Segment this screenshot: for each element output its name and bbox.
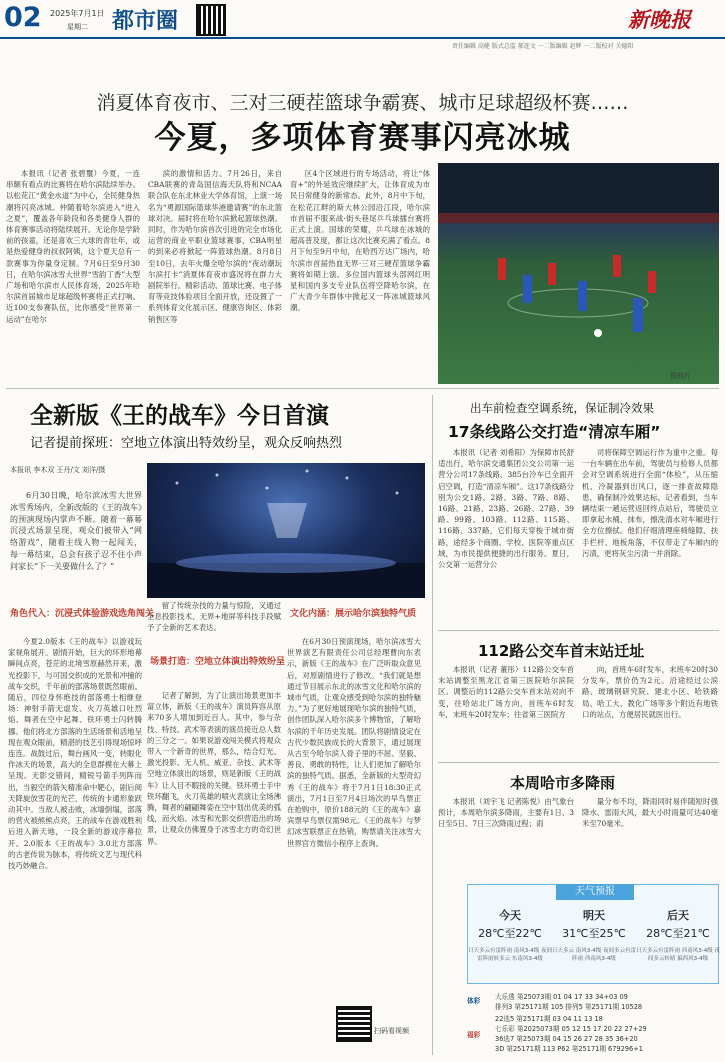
- story3-kicker: 出车前检查空调系统，保证制冷效果: [470, 401, 654, 415]
- story2-body-a: 今夏2.0版本《王的战车》以游戏玩家视角展开。剧情开始，巨大的环形地幕瞬间点亮，苍茫的北境雪原赫然开来，激光投影下，与可国交织成的光景和冲撞的战车交织，千年前的部落场景既然眼前。随后，四位身怀绝技的部落勇士相继登场：神射手箭无虚发、火刀英雄口吐烈焰、舞者在空中起舞、铁环勇士闪转腾挪。他们将北方部落的生活场景和活地呈现在观众眼前，精湛的技艺引得现场惊呼连连。战鼓过后，舞台画风一变，转眼化作冰天的场景，高大的全息群模在大幕上呈现。无影交错间，精锐号箭手列阵而出，当毅空的箭矢精准命中靶心，剧后阅天降旋放雪花的光芒，传统的卡通形象跃动其中。当敌人被击败，冰墙倒塌，部落的营火被熊熊点亮，王的战车在游戏胜利后进入新天地，一段全新的游戏序幕拉开。2.0版本《王的战车》3.0北方部落的古老传说为脉本，将传统文艺与现代科技巧妙融合。: [8, 637, 142, 871]
- weather-day-tomorrow: 明天 31℃至25℃ 日天多云 南风3-4级 夜间多云有雷阵雨 西南风3-4级: [552, 909, 636, 962]
- page-header: [0, 0, 725, 50]
- weather-day-today: 今天 28℃至22℃ 日天多云有雷阵雨 南风3-4级 夜间雷阵雨转多云 东南风3-4级: [468, 909, 552, 962]
- show-stage-photo: [147, 463, 425, 598]
- main-column-2: 滨的激情和活力。7月26日，来自CBA联赛的青岛国信海天队将和NCAA联合队在东北林业大学体育馆，上演一场名为“勇源国际篮球华港邀请赛”的东北篮球对决。届时将在哈尔滨掀起篮球热潮。同时，作为哈尔滨首次引进的完全市场化运营的商业平职业篮球赛事，CBA明星的到来必将掀起一阵篮球热潮。8月8日至10日，去年火爆全哈尔滨的“夜动潮玩尔滨打卡”消夏体育夜市盛况将在群力大剧院举行。精彩活动、篮球比赛、电子体育等竞技体验项目全面开放，还设置了一系列体育文化展示区、健康咨询区、体彩销售区等: [148, 169, 282, 324]
- story3-title: 17条线路公交打造“清凉车厢”: [448, 423, 661, 441]
- section-name: 都市圈: [112, 9, 179, 34]
- story2-subhead-a: 角色代入：沉浸式体验游戏选角闯关: [10, 609, 155, 619]
- story2-subhead-c: 文化内涵：展示哈尔滨独特气质: [290, 609, 417, 619]
- column-divider: [432, 395, 433, 1055]
- issue-date: 2025年7月1日: [50, 9, 105, 18]
- story2-body-d: 在6月30日预演现场，哈尔滨冰雪大世界演艺有限责任公司总经理曹向东表示，新版《王的战车》在广泛听取众意见后，对原剧情进行了修改。“我们就是想通过节目展示东北的冰雪文化和哈尔滨的城市气质，让观众感受到哈尔滨的独特魅力。”为了更好地展现哈尔滨的独特气质，创作团队深入哈尔滨多个博物馆，了解哈尔滨的千年历史发展。团队将剧情设定在古代少数民族成长的大背景下，通过展现从古至今哈尔滨人骨子里的不屈、坚毅、善良、勇敢的特性，让人们更加了解哈尔滨的独特气质。据悉，全新版的大型奇幻秀《王的战车》将于7月1日18:30正式演出，7月1日至7月4日场次的早鸟票正在抢购中，原价188元的《王的战车》嘉宾票早鸟票仅需98元。《王的战车》与梦幻冰雪联票正在热销，购票请关注冰雪大世界官方微信小程序上查询。: [287, 637, 421, 848]
- weather-day-after: 后天 28℃至21℃ 日天多云有雷阵雨 西南风3-4级 夜间多云转晴 偏西风3-4级: [636, 909, 720, 962]
- main-title: 今夏，多项体育赛事闪亮冰城: [154, 120, 571, 156]
- lottery-results: [467, 990, 719, 1056]
- newspaper-logo: 新晚报: [628, 7, 691, 32]
- main-column-1: 本报讯（记者 张碧璽）今夏，一连串颇有看点的比赛将在哈尔滨陆续举办。以松花江“黄金水道”为中心，全民健身热潮将闪亮冰城。仲随着哈尔滨进入“进入之夏”，覆盖各年龄段和各类健身人群的体育赛事活动将陆续展开。无论你是学龄前的孩童，还是喜欢三大球的青壮年，或是热爱健身的叔叔阿姨，这个夏天总有一款赛事为你量身定制。7月6日至9月30日，在哈尔滨冰雪大世界“雪韵丁香”大型广场和哈尔滨市人民体育场，2025年哈尔滨首届城市足球超级杯赛将正式打响。近100支参赛队伍，比你感受“世界第一运动”在哈尔: [6, 169, 140, 324]
- page-number: 02: [4, 2, 42, 33]
- story2-subhead-b: 场景打造：空地立体演出特效纷呈: [150, 657, 286, 667]
- story5-title: 本周哈市多降雨: [510, 774, 616, 792]
- story2-subtitle: 记者提前探班：空地立体演出特效纷呈，观众反响热烈: [30, 436, 343, 451]
- football-match-photo: [438, 163, 719, 384]
- story2-title: 全新版《王的战车》今日首演: [30, 403, 329, 429]
- issue-weekday: 星期二: [67, 23, 88, 31]
- qr-caption: 扫码看视频: [374, 1027, 409, 1035]
- editor-credits: 责任编辑 高健 版式总监 郝连文 一二版编辑 赵辉 一二版校对 关德阳: [452, 43, 634, 50]
- story4-title: 112路公交车首末站迁址: [478, 642, 645, 660]
- story-divider-1: [438, 630, 719, 631]
- story2-lead: 6月30日晚，哈尔滨冰雪大世界冰雪秀场内，全新改版的《王的战车》的预演现场内掌声不断。随着一幕幕沉浸式场景呈现，观众们被带入“网络游戏”，随着主线人物一起闯关，每一幕结束，总会有孩子忍不住小声问家长“下一关要做什么了？”: [10, 491, 142, 571]
- story3-body-2: 司将保障空调运行作为重中之重。每一台车辆在出车前，驾驶员与检修人员都会对空调系统进行全面“体检”，从压缩机、冷凝器到出风口，逐一排查故障隐患，确保制冷效果达标。记者看到，当车辆结束一趟运营返回终点站后，驾驶员立即拿起水桶、抹布，擦洗清水对车厢进行全方位擦拭。他们仔细清理座椅缝隙、扶手栏杆、地板角落，不仅带走了车厢内的污渍，更将灰尘污渍一并消除。: [582, 448, 718, 558]
- main-column-3: 区4个区域进行的专场活动，将让“体育+”的外延效应继续扩大，让体育成为市民日常健身的新常态。此外，8月中下旬，在松花江畔的斯大林公园沿江段，哈尔滨市首届不服来战·街头巷尾乒乓球擂台赛将正式上演。国球的荣耀，乒乓球在冰城的超高普及度，都让这次比赛充满了看点。8月下旬至9月中旬，在哈西万达广场内，哈尔滨市首届热血无界·三对三硬茬篮球争霸赛将如期上演。多位国内篮球头部网红明星和国内多支专业队伍将空降哈尔滨，在广大青少年群体中掀起又一阵冰城篮球风潮。: [290, 169, 430, 313]
- story2-body-b: 留了传统杂技的力量与惊险，又通过全息投影技术、无界+地屏等科技手段赋予了全新的艺术表达。: [147, 601, 281, 633]
- weather-title: 天气预报: [556, 884, 634, 900]
- story5-body-1: 本报讯（刘宇飞 记者陈悦）由气象台预计，本周哈尔滨多降雨，主要有1日、3日至5日、7日三次降雨过程；雨: [438, 797, 574, 829]
- story2-body-c: 记者了解到，为了让演出场景更加丰富立体，新版《王的战车》演员阵容从原来70多人增加到近百人。其中，参与杂技、特技、武术等表演的演员接近总人数的三分之一。如果说游戏闯关模式将观众带入一个新奇的世界，那么，结合灯光、激光投影、无人机、威亚、杂技、武术等空地立体演出的场景，则是新版《王的战车》让人目不暇接的关键。铁环勇士手中铁环翻飞，火刀英雄的喷火表演让全场沸腾，舞者的翩翩舞姿在空中划出优美的弧线，而火焰、冰雪和光影交织营造出的场景，让观众仿佛置身于冰雪北方的奇幻世界。: [147, 691, 281, 846]
- section-divider: [6, 388, 719, 389]
- fucai-label: 福彩: [467, 1031, 481, 1039]
- story4-body-1: 本报讯（记者 董彤）112路公交车首末站调整至黑龙江省第三医院哈尔滨院区。调整后的112路公交车首末站对向不变，往哈站北广场方向，首班车6时发车，末班车20时发车；往省第三医院方: [438, 665, 574, 719]
- video-qr-code[interactable]: [336, 1006, 372, 1042]
- header-rule: [0, 37, 725, 39]
- story4-body-2: 向，首班车6时发车，末班车20时30分发车，票价仍为2元。沿途经过公滨路、玻璃钢研究院、建北小区、哈铁路局、哈工大、教化广场等多个附近有地铁口的站点，方便居民就医出行。: [582, 665, 718, 719]
- header-qr-code: [196, 4, 226, 36]
- story2-byline: 本报讯 李木双 王丹/文 刘洋/摄: [10, 466, 106, 474]
- story-divider-2: [438, 762, 719, 763]
- weather-forecast-box: [467, 884, 719, 984]
- photo-caption: 资料片: [670, 372, 691, 380]
- story5-body-2: 量分布不均，降雨同时易伴随短时强降水、雷雨大风，最大小时雨量可达40毫米至70毫米。: [582, 797, 718, 829]
- ticai-results: 大乐透 第25073期 01 04 17 33 34+03 09 排列3 第25171期 105 排列5 第25171期 10528: [495, 993, 643, 1011]
- fucai-results: 22选5 第25171期 03 04 11 13 18 七乐彩 第2025073期 05 12 15 17 20 22 27+29 36选7 第25073期 04 15 26 27 28 35 36+20 3D 第25171期 113 P62 第25171期 679296+1: [495, 1015, 647, 1053]
- main-subtitle: 消夏体育夜市、三对三硬茬篮球争霸赛、城市足球超级杯赛……: [96, 92, 629, 114]
- story3-body-1: 本报讯（记者 刘希阳）为保障市民舒适出行，哈尔滨交通集团公交公司第一运营分公司17条线路、385台冷车已全面开启空调，打造“清凉车厢”。这17条线路分别为公交1路、2路、3路、7路、8路、16路、21路、23路、26路、27路、39路、99路、103路、112路、115路、116路、337路，它们每天穿梭于城市街路，途经多个商圈、学校、医院等重点区域，为市民提供便捷的出行服务。夏日，公交第一运营分公: [438, 448, 574, 570]
- ticai-label: 体彩: [467, 997, 481, 1005]
